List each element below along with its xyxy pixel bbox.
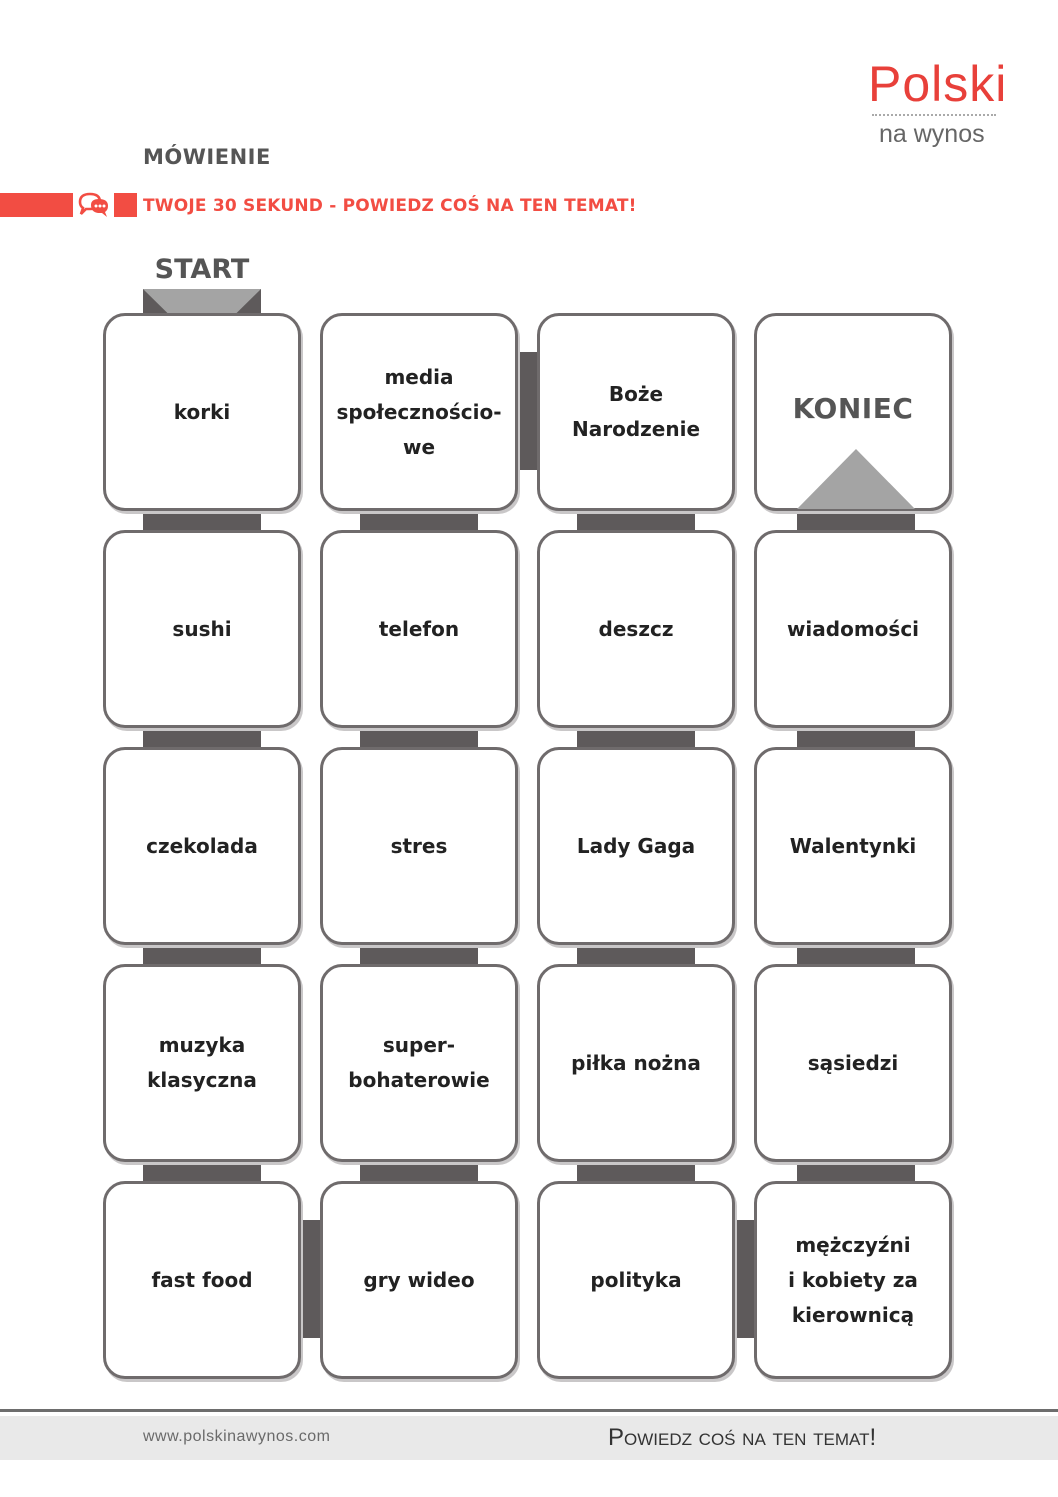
cell-label: stres (390, 833, 448, 858)
board-cell (320, 747, 518, 945)
board-cell (320, 313, 518, 511)
accent-square (114, 193, 137, 217)
path-connector (733, 1220, 755, 1338)
cell-label: piłka nożna (571, 1050, 701, 1075)
end-arrow-icon (797, 449, 915, 509)
cell-label: super- bohaterowie (348, 1033, 490, 1092)
board-cell (320, 964, 518, 1162)
start-label: START (154, 254, 250, 285)
cell-label: Walentynki (789, 833, 917, 858)
logo-divider (872, 114, 996, 116)
cell-label: polityka (590, 1267, 682, 1292)
path-connector (143, 1160, 261, 1182)
board-cell (537, 747, 735, 945)
footer-title: Powiedz coś na ten temat! (608, 1424, 877, 1451)
path-connector (797, 1160, 915, 1182)
path-connector (577, 509, 695, 531)
cell-label: Lady Gaga (576, 833, 696, 858)
instruction-text: TWOJE 30 SEKUND - POWIEDZ COŚ NA TEN TEMAT! (143, 196, 637, 216)
board-cell (103, 313, 301, 511)
cell-label: telefon (378, 616, 460, 641)
path-connector (797, 943, 915, 965)
board-cell (754, 530, 952, 728)
board-cell (320, 530, 518, 728)
cell-label: sąsiedzi (807, 1050, 899, 1075)
board-cell (537, 964, 735, 1162)
cell-label: czekolada (146, 833, 258, 858)
board-cell (754, 747, 952, 945)
path-connector (360, 509, 478, 531)
board-cell (103, 964, 301, 1162)
logo-title: Polski (868, 56, 1008, 112)
path-connector (797, 726, 915, 748)
cell-label: gry wideo (363, 1267, 475, 1292)
board-cell (103, 1181, 301, 1379)
path-connector (300, 1220, 322, 1338)
end-label: KONIEC (792, 391, 914, 425)
cell-label: korki (173, 399, 231, 424)
path-connector (143, 509, 261, 531)
path-connector (577, 1160, 695, 1182)
end-band (797, 509, 915, 531)
board-cell (754, 1181, 952, 1379)
path-connector (517, 352, 539, 470)
board-cell (537, 530, 735, 728)
footer-rule (0, 1409, 1058, 1412)
cell-label: mężczyźni i kobiety za kierownicą (788, 1232, 918, 1327)
board-cell (754, 964, 952, 1162)
path-connector (360, 726, 478, 748)
path-connector (360, 1160, 478, 1182)
board-cell (537, 313, 735, 511)
logo-subtitle: na wynos (879, 120, 985, 148)
cell-label: wiadomości (786, 616, 920, 641)
cell-label: muzyka klasyczna (147, 1033, 257, 1092)
path-connector (577, 943, 695, 965)
board-cell (320, 1181, 518, 1379)
cell-label: deszcz (598, 616, 674, 641)
cell-label: Boże Narodzenie (571, 382, 701, 441)
path-connector (577, 726, 695, 748)
cell-label: sushi (172, 616, 232, 641)
path-connector (143, 943, 261, 965)
board-cell (103, 530, 301, 728)
speech-bubbles-icon (77, 191, 111, 219)
cell-label: fast food (151, 1267, 253, 1292)
board-cell (103, 747, 301, 945)
accent-bar (0, 193, 73, 217)
section-title: MÓWIENIE (143, 145, 271, 169)
board-cell (537, 1181, 735, 1379)
footer-url: www.polskinawynos.com (143, 1428, 331, 1445)
path-connector (360, 943, 478, 965)
cell-label: media społecznościo- we (336, 364, 502, 459)
path-connector (143, 726, 261, 748)
